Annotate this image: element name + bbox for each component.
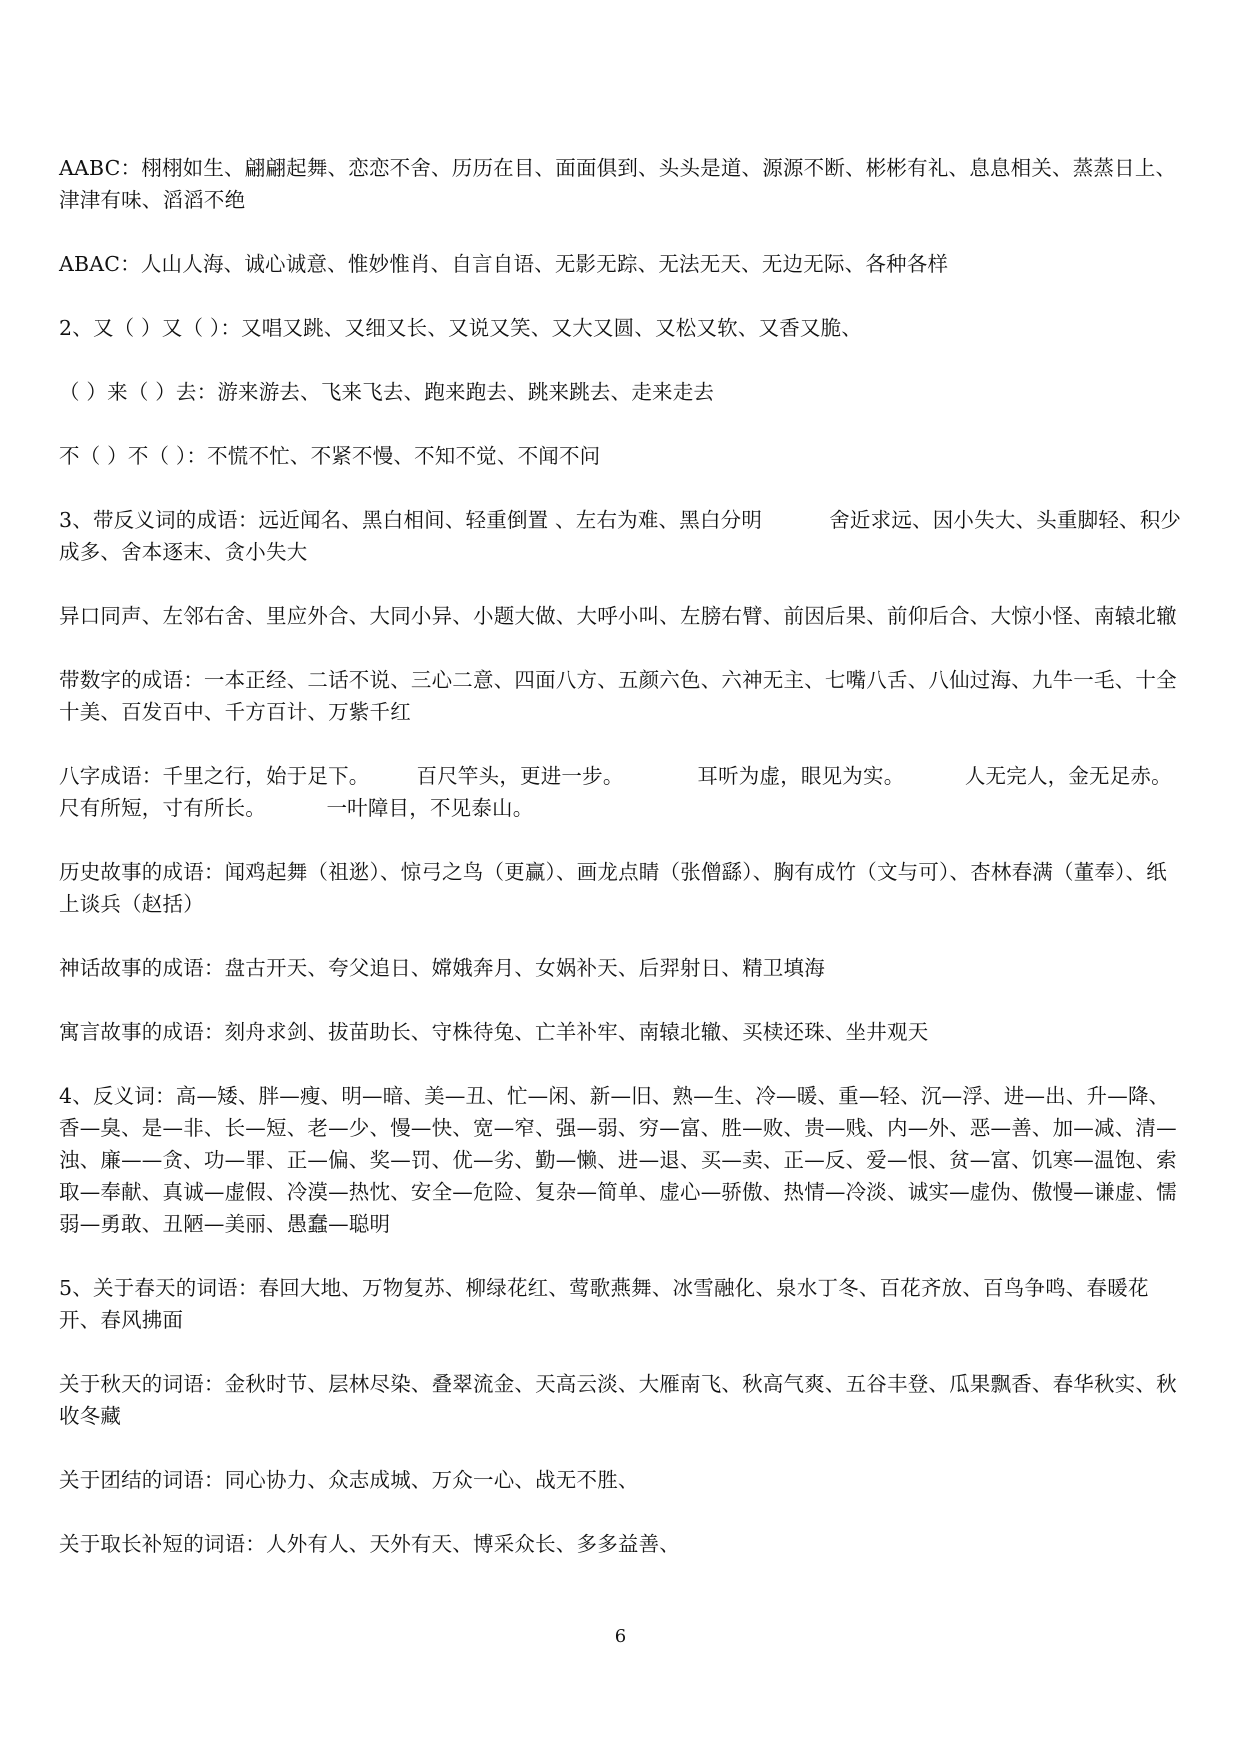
paragraph-number-idioms: 带数字的成语：一本正经、二话不说、三心二意、四面八方、五颜六色、六神无主、七嘴八舌、八仙过海、九牛一毛、十全十美、百发百中、千方百计、万紫千红 bbox=[59, 668, 1177, 724]
paragraph-myth-idioms: 神话故事的成语：盘古开天、夸父追日、嫦娥奔月、女娲补天、后羿射日、精卫填海 bbox=[59, 956, 825, 980]
paragraph-you-you: 2、又（ ）又（ ）：又唱又跳、又细又长、又说又笑、又大又圆、又松又软、又香又脆、 bbox=[59, 316, 863, 340]
paragraph-fable-idioms: 寓言故事的成语：刻舟求剑、拔苗助长、守株待兔、亡羊补牢、南辕北辙、买椟还珠、坐井观天 bbox=[59, 1020, 929, 1044]
paragraph-autumn-words: 关于秋天的词语：金秋时节、层林尽染、叠翠流金、天高云淡、大雁南飞、秋高气爽、五谷丰登、瓜果飘香、春华秋实、秋收冬藏 bbox=[59, 1372, 1177, 1428]
paragraph-bu-bu: 不（ ）不（ ）：不慌不忙、不紧不慢、不知不觉、不闻不问 bbox=[59, 444, 601, 468]
page-number: 6 bbox=[614, 1626, 627, 1647]
paragraph-antonyms: 4、反义词：高—矮、胖—瘦、明—暗、美—丑、忙—闲、新—旧、熟—生、冷—暖、重—轻、沉—浮、进—出、升—降、香—臭、是—非、长—短、老—少、慢—快、宽—窄、强—弱、穷—富、胜—败、贵—贱、内—外、恶—善、加—减、清—浊、廉——贪、功—罪、正—偏、奖—罚、优—劣、勤—懒、进—退、买—卖、正—反、爱—恨、贫—富、饥寒—温饱、索取—奉献、真诚—虚假、冷漠—热忱、安全—危险、复杂—简单、虚心—骄傲、热情—冷淡、诚实—虚伪、傲慢—谦虚、懦弱—勇敢、丑陋—美丽、愚蠢—聪明 bbox=[59, 1084, 1177, 1236]
paragraph-learning-words: 关于取长补短的词语：人外有人、天外有天、博采众长、多多益善、 bbox=[59, 1532, 680, 1556]
paragraph-lai-qu: （ ）来（ ）去：游来游去、飞来飞去、跑来跑去、跳来跳去、走来走去 bbox=[59, 380, 715, 404]
paragraph-aabc: AABC：栩栩如生、翩翩起舞、恋恋不舍、历历在目、面面俱到、头头是道、源源不断、彬彬有礼、息息相关、蒸蒸日上、津津有味、滔滔不绝 bbox=[59, 156, 1177, 212]
paragraph-eight-character-idioms: 八字成语：千里之行，始于足下。 百尺竿头，更进一步。 耳听为虚，眼见为实。 人无完人，金无足赤。 尺有所短，寸有所长。 一叶障目，不见泰山。 bbox=[59, 764, 1219, 820]
paragraph-antonym-idioms-continued: 异口同声、左邻右舍、里应外合、大同小异、小题大做、大呼小叫、左膀右臂、前因后果、前仰后合、大惊小怪、南辕北辙 bbox=[59, 604, 1177, 628]
paragraph-abac: ABAC：人山人海、诚心诚意、惟妙惟肖、自言自语、无影无踪、无法无天、无边无际、各种各样 bbox=[59, 252, 949, 276]
paragraph-spring-words: 5、关于春天的词语：春回大地、万物复苏、柳绿花红、莺歌燕舞、冰雪融化、泉水丁冬、百花齐放、百鸟争鸣、春暖花开、春风拂面 bbox=[59, 1276, 1149, 1332]
paragraph-unity-words: 关于团结的词语：同心协力、众志成城、万众一心、战无不胜、 bbox=[59, 1468, 639, 1492]
document-body bbox=[59, 152, 1219, 1592]
paragraph-antonym-idioms: 3、带反义词的成语：远近闻名、黑白相间、轻重倒置 、左右为难、黑白分明 舍近求远、因小失大、头重脚轻、积少成多、舍本逐末、贪小失大 bbox=[59, 508, 1182, 564]
paragraph-history-idioms: 历史故事的成语：闻鸡起舞（祖逖）、惊弓之鸟（更赢）、画龙点睛（张僧繇）、胸有成竹（文与可）、杏林春满（董奉）、纸上谈兵（赵括） bbox=[59, 860, 1167, 916]
